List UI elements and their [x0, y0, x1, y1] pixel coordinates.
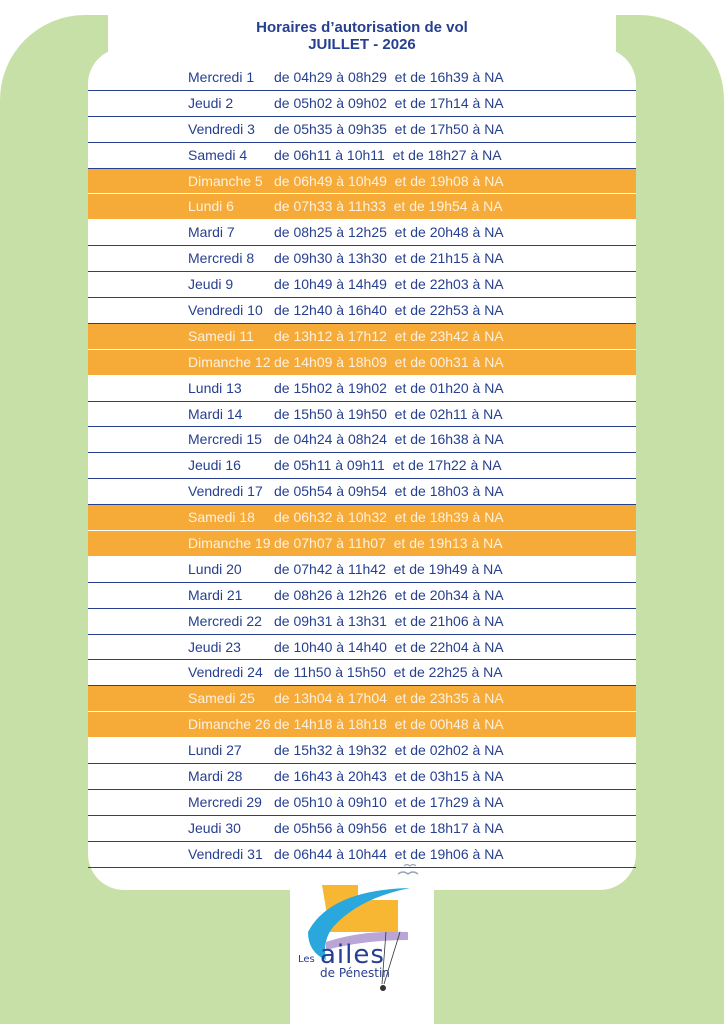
schedule-slots: de 15h50 à 19h50 et de 02h11 à NA — [274, 405, 503, 422]
schedule-row — [88, 738, 636, 764]
schedule-row — [88, 609, 636, 635]
schedule-day: Jeudi 23 — [188, 638, 241, 655]
schedule-day: Jeudi 30 — [188, 819, 241, 836]
schedule-row — [88, 246, 636, 272]
schedule-day: Jeudi 9 — [188, 276, 234, 293]
schedule-row — [88, 531, 636, 557]
schedule-day: Dimanche 12 — [188, 353, 271, 370]
schedule-slots: de 08h26 à 12h26 et de 20h34 à NA — [274, 586, 504, 603]
schedule-day: Samedi 18 — [188, 509, 255, 526]
schedule-day: Mardi 21 — [188, 586, 243, 603]
schedule-day: Mercredi 22 — [188, 612, 262, 629]
schedule-slots: de 10h49 à 14h49 et de 22h03 à NA — [274, 276, 504, 293]
schedule-slots: de 06h11 à 10h11 et de 18h27 à NA — [274, 146, 502, 163]
schedule-slots: de 06h49 à 10h49 et de 19h08 à NA — [274, 172, 504, 189]
schedule-row — [88, 350, 636, 376]
schedule-slots: de 05h56 à 09h56 et de 18h17 à NA — [274, 819, 504, 836]
schedule-day: Mercredi 8 — [188, 250, 255, 267]
schedule-slots: de 15h32 à 19h32 et de 02h02 à NA — [274, 742, 504, 759]
schedule-day: Lundi 27 — [188, 742, 242, 759]
schedule-day: Dimanche 19 — [188, 535, 271, 552]
schedule-slots: de 05h54 à 09h54 et de 18h03 à NA — [274, 483, 504, 500]
schedule-day: Vendredi 10 — [188, 302, 263, 319]
schedule-slots: de 12h40 à 16h40 et de 22h53 à NA — [274, 302, 504, 319]
schedule-row — [88, 402, 636, 428]
schedule-slots: de 14h09 à 18h09 et de 00h31 à NA — [274, 353, 504, 370]
schedule-row — [88, 583, 636, 609]
schedule-row — [88, 712, 636, 738]
schedule-day: Samedi 4 — [188, 146, 248, 163]
schedule-row — [88, 557, 636, 583]
schedule-row — [88, 427, 636, 453]
schedule-row — [88, 376, 636, 402]
schedule-row — [88, 660, 636, 686]
schedule-slots: de 04h24 à 08h24 et de 16h38 à NA — [274, 431, 504, 448]
schedule-row — [88, 816, 636, 842]
logo-text-location: de Pénestin — [320, 966, 390, 980]
schedule-slots: de 05h10 à 09h10 et de 17h29 à NA — [274, 793, 504, 810]
schedule-slots: de 06h44 à 10h44 et de 19h06 à NA — [274, 845, 504, 862]
schedule-day: Lundi 13 — [188, 379, 242, 396]
schedule-day: Mercredi 29 — [188, 793, 262, 810]
schedule-day: Vendredi 24 — [188, 664, 263, 681]
schedule-day: Vendredi 3 — [188, 120, 255, 137]
schedule-row — [88, 505, 636, 531]
schedule-row — [88, 298, 636, 324]
schedule-day: Mardi 7 — [188, 224, 235, 241]
schedule-day: Dimanche 26 — [188, 716, 271, 733]
schedule-day: Jeudi 2 — [188, 94, 234, 111]
logo-text-les: Les — [298, 954, 315, 965]
schedule-day: Vendredi 31 — [188, 845, 263, 862]
schedule-slots: de 15h02 à 19h02 et de 01h20 à NA — [274, 379, 504, 396]
schedule-slots: de 13h04 à 17h04 et de 23h35 à NA — [274, 690, 504, 707]
schedule-slots: de 11h50 à 15h50 et de 22h25 à NA — [274, 664, 503, 681]
schedule-day: Dimanche 5 — [188, 172, 263, 189]
schedule-day: Samedi 11 — [188, 327, 254, 344]
schedule-slots: de 07h07 à 11h07 et de 19h13 à NA — [274, 535, 503, 552]
schedule-row — [88, 635, 636, 661]
page-subtitle: JUILLET - 2026 — [308, 36, 416, 53]
schedule-slots: de 10h40 à 14h40 et de 22h04 à NA — [274, 638, 504, 655]
schedule-day: Mardi 28 — [188, 768, 243, 785]
schedule-slots: de 09h31 à 13h31 et de 21h06 à NA — [274, 612, 504, 629]
schedule-row — [88, 91, 636, 117]
club-logo — [290, 860, 434, 1024]
schedule-row — [88, 194, 636, 220]
schedule-row — [88, 65, 636, 91]
schedule-row — [88, 790, 636, 816]
schedule-day: Mardi 14 — [188, 405, 243, 422]
schedule-day: Mercredi 1 — [188, 69, 255, 85]
schedule-row — [88, 453, 636, 479]
schedule-slots: de 08h25 à 12h25 et de 20h48 à NA — [274, 224, 504, 241]
schedule-row — [88, 764, 636, 790]
schedule-slots: de 07h33 à 11h33 et de 19h54 à NA — [274, 198, 503, 215]
schedule-row — [88, 117, 636, 143]
schedule-row — [88, 143, 636, 169]
schedule-row — [88, 220, 636, 246]
schedule-row — [88, 272, 636, 298]
schedule-row — [88, 686, 636, 712]
schedule-day: Lundi 6 — [188, 198, 234, 215]
schedule-slots: de 07h42 à 11h42 et de 19h49 à NA — [274, 560, 503, 577]
schedule-day: Vendredi 17 — [188, 483, 263, 500]
schedule-day: Lundi 20 — [188, 560, 242, 577]
schedule-slots: de 05h02 à 09h02 et de 17h14 à NA — [274, 94, 504, 111]
schedule-slots: de 16h43 à 20h43 et de 03h15 à NA — [274, 768, 504, 785]
page-title: Horaires d’autorisation de vol — [256, 19, 468, 36]
schedule-table — [88, 65, 636, 868]
schedule-row — [88, 169, 636, 195]
schedule-slots: de 05h11 à 09h11 et de 17h22 à NA — [274, 457, 502, 474]
schedule-slots: de 13h12 à 17h12 et de 23h42 à NA — [274, 327, 504, 344]
schedule-row — [88, 479, 636, 505]
schedule-day: Samedi 25 — [188, 690, 255, 707]
schedule-slots: de 14h18 à 18h18 et de 00h48 à NA — [274, 716, 504, 733]
schedule-day: Jeudi 16 — [188, 457, 241, 474]
schedule-slots: de 04h29 à 08h29 et de 16h39 à NA — [274, 69, 504, 85]
schedule-slots: de 05h35 à 09h35 et de 17h50 à NA — [274, 120, 504, 137]
schedule-slots: de 06h32 à 10h32 et de 18h39 à NA — [274, 509, 504, 526]
logo-text-ailes: ailes — [320, 940, 385, 970]
schedule-row — [88, 324, 636, 350]
schedule-day: Mercredi 15 — [188, 431, 262, 448]
schedule-slots: de 09h30 à 13h30 et de 21h15 à NA — [274, 250, 504, 267]
